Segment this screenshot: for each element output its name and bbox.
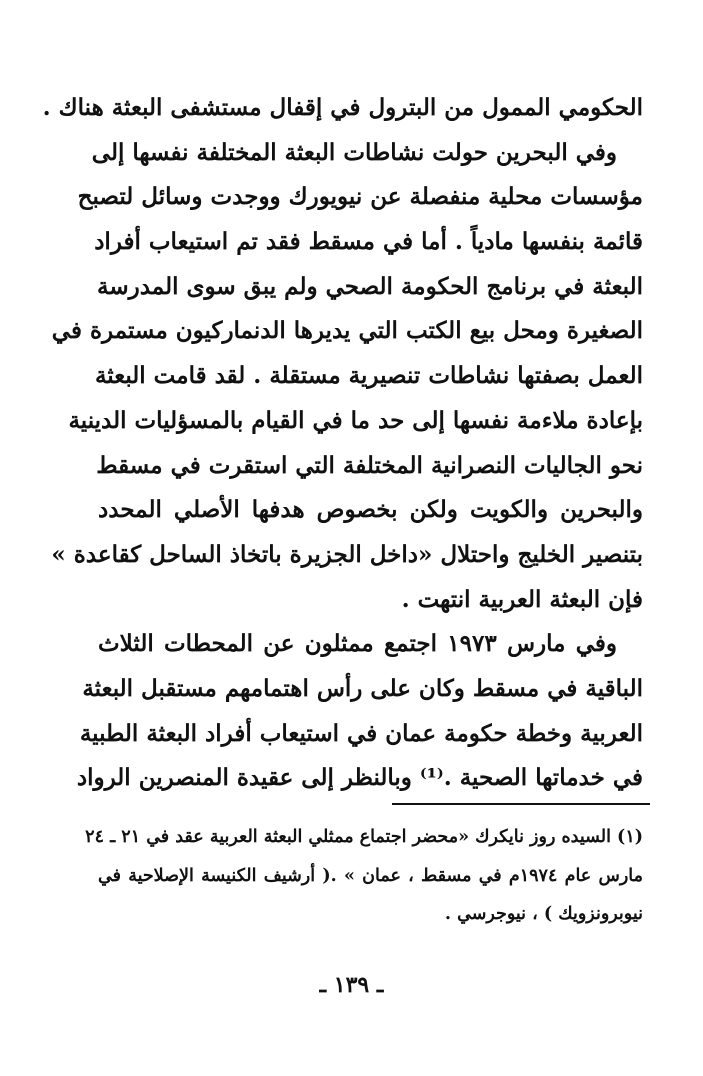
footnote-divider xyxy=(392,803,650,805)
body-line: قائمة بنفسها مادياً . أما في مسقط فقد تم استيعاب أفراد xyxy=(94,228,643,256)
body-line: الصغيرة ومحل بيع الكتب التي يديرها الدنماركيون مستمرة في xyxy=(51,317,643,345)
footnote-line: نيوبرونزويك ) ، نيوجرسي . xyxy=(444,904,643,924)
body-line: في خدماتها الصحية .⁽¹⁾ وبالنظر إلى عقيدة المنصرين الرواد xyxy=(76,764,643,792)
footnotes xyxy=(85,818,643,934)
body-line: البعثة في برنامج الحكومة الصحي ولم يبق سوى المدرسة xyxy=(96,272,643,300)
body-line: وفي البحرين حولت نشاطات البعثة المختلفة نفسها إلى xyxy=(91,138,617,166)
page-number: ـ ١٣٩ ـ xyxy=(319,972,384,998)
body-text xyxy=(42,86,643,801)
body-line: العمل بصفتها نشاطات تنصيرية مستقلة . لقد قامت البعثة xyxy=(94,362,643,390)
body-line: وفي مارس ١٩٧٣ اجتمع ممثلون عن المحطات الثلاث xyxy=(98,630,617,658)
body-line: بإعادة ملاءمة نفسها إلى حد ما في القيام بالمسؤليات الدينية xyxy=(68,406,643,434)
body-line: مؤسسات محلية منفصلة عن نيويورك ووجدت وسائل لتصبح xyxy=(77,183,643,211)
body-line: فإن البعثة العربية انتهت . xyxy=(401,585,643,613)
body-line: بتنصير الخليج واحتلال «داخل الجزيرة باتخاذ الساحل كقاعدة » xyxy=(51,540,643,568)
body-line: والبحرين والكويت ولكن بخصوص هدفها الأصلي المحدد xyxy=(98,496,643,524)
footnote-line: مارس عام ١٩٧٤م في مسقط ، عمان » .( أرشيف الكنيسة الإصلاحية في xyxy=(98,865,643,886)
footnote-line: (١) السيده روز نايكرك «محضر اجتماع ممثلي البعثة العربية عقد في ٢١ ـ ٢٤ xyxy=(85,827,643,847)
body-line: الباقية في مسقط وكان على رأس اهتمامهم مستقبل البعثة xyxy=(82,674,643,702)
body-line: نحو الجاليات النصرانية المختلفة التي استقرت في مسقط xyxy=(96,451,643,479)
body-line: العربية وخطة حكومة عمان في استيعاب أفراد البعثة الطبية xyxy=(79,719,643,747)
body-line: الحكومي الممول من البترول في إقفال مستشفى البعثة هناك . xyxy=(42,94,643,121)
